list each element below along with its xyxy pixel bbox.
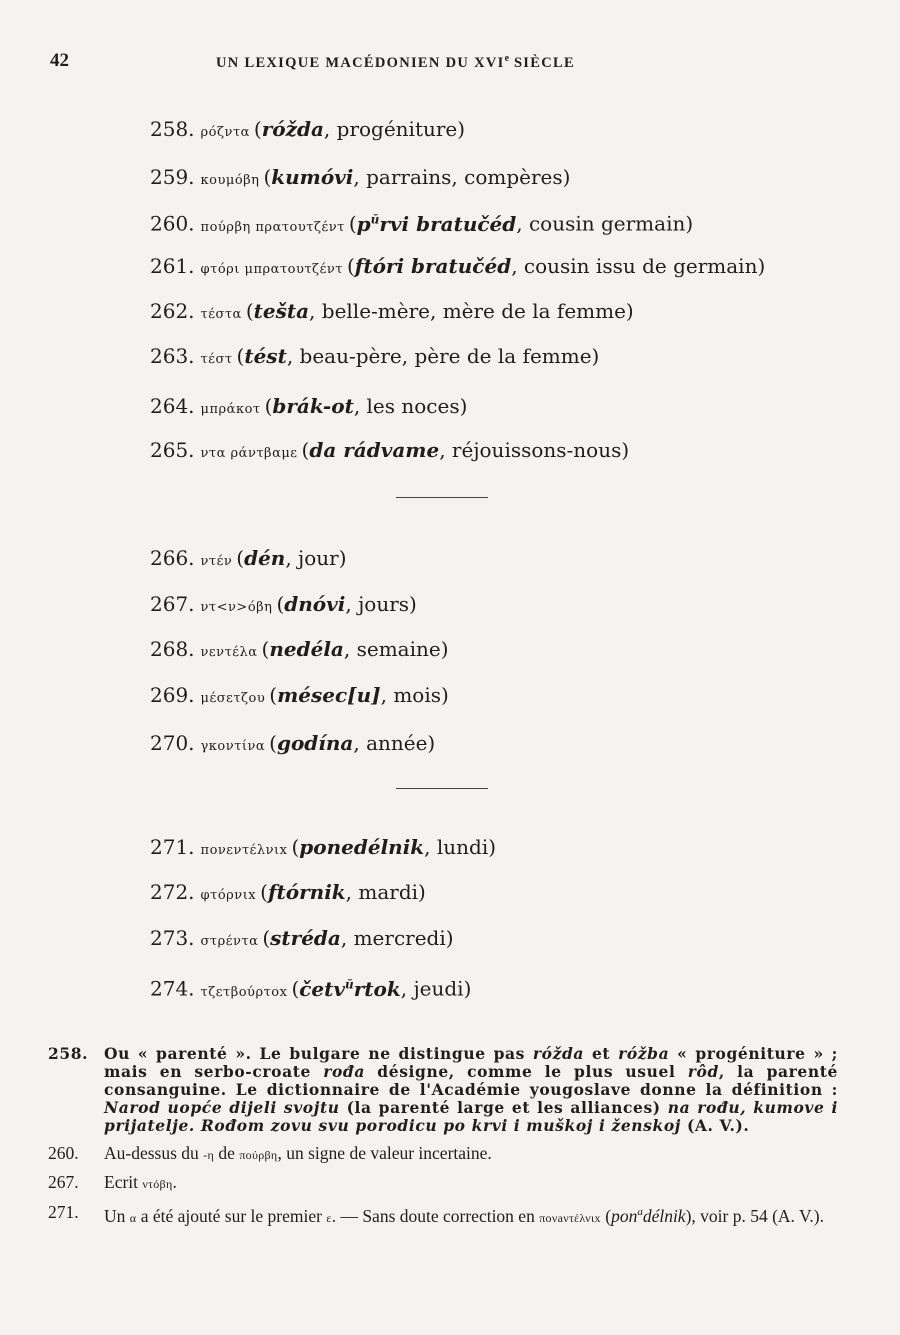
lexicon-entry <box>150 925 454 955</box>
entry-gloss: , jeudi) <box>400 976 472 1001</box>
entry-gloss: , belle-mère, mère de la femme) <box>309 299 634 323</box>
entry-transliteration <box>277 731 353 755</box>
entry-gloss: , mardi) <box>345 880 426 904</box>
entry-greek: νεντέλα <box>200 645 258 660</box>
entry-gloss: , les noces) <box>353 394 468 418</box>
running-title <box>216 53 575 72</box>
footnote-text: « progéniture » ; mais en serbo-croate <box>104 1044 838 1081</box>
footnote-greek: -η <box>203 1148 215 1162</box>
footnote-greek: ε <box>326 1210 332 1225</box>
entry-paren: ( <box>264 394 273 418</box>
entry-paren: ( <box>346 254 355 278</box>
entry-paren: ( <box>348 211 357 236</box>
entry-greek: ρόζντα <box>200 125 250 140</box>
running-title-sup: e <box>504 53 510 64</box>
footnote-text: , un signe de valeur incertaine. <box>277 1143 492 1163</box>
footnote-text: et <box>584 1044 619 1063</box>
footnote-271 <box>48 1203 838 1227</box>
footnote-text: (A. V.). <box>681 1116 750 1135</box>
entry-gloss: , lundi) <box>424 835 497 859</box>
footnote-text: Ou « parenté ». Le bulgare ne distingue pas <box>104 1044 533 1063</box>
entry-number: 269. <box>150 683 195 707</box>
entry-translit-text: ponedélnik <box>299 835 425 859</box>
entry-number: 266. <box>150 546 195 570</box>
entry-translit-text: godína <box>276 731 354 755</box>
entry-greek: μέσετζου <box>200 691 266 706</box>
entry-transliteration <box>244 344 286 368</box>
footnote-text: . — Sans doute correction en <box>331 1205 540 1226</box>
footnote-superscript: a <box>637 1205 643 1218</box>
entry-transliteration <box>277 683 381 707</box>
running-title-end: SIÈCLE <box>509 54 575 71</box>
entry-paren: ( <box>269 731 277 755</box>
lexicon-entry <box>150 298 634 328</box>
entry-paren: ( <box>261 637 270 661</box>
entry-translit-text: dén <box>244 546 286 570</box>
entry-paren: ( <box>269 683 278 707</box>
lexicon-entry <box>150 971 471 1006</box>
footnote-italic: Narod uopće dijeli svojtu <box>104 1098 340 1117</box>
entry-transliteration <box>269 637 344 661</box>
entry-translit-sup: ŭ <box>345 977 354 991</box>
lexicon-entry <box>150 206 693 241</box>
page-number: 42 <box>50 50 69 71</box>
entry-translit-rest: rtok <box>353 976 401 1001</box>
lexicon-entry <box>150 834 496 864</box>
footnote-italic: na rođu, kumove i prijatelje. Rođom zovu svu porodicu po krvi i muškoj i ženskoj <box>104 1098 838 1135</box>
entry-gloss: , mois) <box>380 683 449 707</box>
entry-translit-text: tést <box>244 344 287 368</box>
entry-paren: ( <box>301 438 310 462</box>
entry-greek: ντα ράντβαμε <box>200 446 298 461</box>
entry-translit-sup: ŭ <box>370 212 380 226</box>
entry-number: 267. <box>150 592 195 616</box>
entry-number: 263. <box>150 344 195 368</box>
entry-greek: ντέν <box>200 554 233 569</box>
entry-greek: πούρβη πρατουτζέντ <box>200 219 345 235</box>
entry-paren: ( <box>260 880 268 904</box>
lexicon-entry <box>150 393 467 423</box>
footnote-italic: pon <box>611 1205 638 1226</box>
entry-paren: ( <box>253 117 262 141</box>
entry-transliteration <box>357 212 517 236</box>
entry-gloss: , jours) <box>345 592 417 616</box>
entry-transliteration <box>244 546 285 570</box>
entry-translit-text: róžda <box>261 117 324 141</box>
running-title-main: UN LEXIQUE MACÉDONIEN DU XVI <box>216 54 505 71</box>
entry-translit-text: mésec[u] <box>277 683 381 707</box>
lexicon-entry <box>150 682 449 712</box>
footnote-text: Au-dessus du <box>104 1143 204 1163</box>
entry-number: 273. <box>150 926 195 950</box>
footnote-260 <box>48 1144 838 1164</box>
entry-paren: ( <box>263 165 272 189</box>
entry-transliteration <box>270 926 341 950</box>
entry-gloss: , mercredi) <box>340 926 454 950</box>
entry-greek: κουμόβη <box>200 173 260 188</box>
entry-gloss: , cousin germain) <box>516 211 694 236</box>
entry-translit-text: tešta <box>253 299 310 323</box>
footnote-italic: róžda <box>532 1044 585 1063</box>
entry-number: 262. <box>150 299 195 323</box>
entry-translit-text: dnóvi <box>284 592 346 616</box>
footnote-number: 258. <box>48 1044 89 1063</box>
entry-paren: ( <box>236 344 245 368</box>
section-divider <box>396 497 488 498</box>
entry-gloss: , année) <box>353 731 436 755</box>
lexicon-entry <box>150 730 435 760</box>
running-head <box>50 50 850 74</box>
entry-translit-text: kumóvi <box>271 165 354 189</box>
entry-gloss: , réjouissons-nous) <box>439 438 630 462</box>
footnote-text: , la parenté consanguine. Le dictionnaire de l'Académie yougoslave donne la définition : <box>104 1062 838 1099</box>
lexicon-entry <box>150 545 347 575</box>
entry-paren: ( <box>276 592 285 616</box>
footnote-text: ), voir p. 54 (A. V.). <box>685 1205 824 1226</box>
entry-translit-text: stréda <box>270 926 341 950</box>
entry-number: 272. <box>150 880 195 904</box>
lexicon-entry <box>150 437 629 467</box>
entry-number: 259. <box>150 165 195 189</box>
footnote-text: (la parenté large et les alliances) <box>339 1098 668 1117</box>
entry-number: 264. <box>150 394 195 418</box>
entry-translit-text: da rádvame <box>309 438 440 462</box>
footnote-267 <box>48 1173 838 1193</box>
entry-gloss: , progéniture) <box>323 117 466 141</box>
entry-translit-text: brák-ot <box>272 394 354 418</box>
entry-paren: ( <box>291 835 300 859</box>
entry-paren: ( <box>245 299 254 323</box>
entry-translit-text: četv <box>299 976 346 1001</box>
section-divider <box>396 788 488 789</box>
entry-translit-text: ftórnik <box>267 880 346 904</box>
footnote-greek: α <box>129 1210 137 1225</box>
entry-gloss: , jour) <box>285 546 347 570</box>
entry-greek: μπράκοτ <box>200 402 261 417</box>
entry-transliteration <box>355 254 511 278</box>
entry-paren: ( <box>262 926 271 950</box>
entry-gloss: , beau-père, père de la femme) <box>286 344 600 368</box>
entry-number: 271. <box>150 835 195 859</box>
entry-gloss: , semaine) <box>343 637 449 661</box>
footnote-text: ( <box>600 1205 612 1226</box>
entry-greek: τζετβούρτοx <box>200 984 288 1000</box>
entry-greek: φτόρνιx <box>200 888 257 903</box>
lexicon-entry <box>150 343 599 373</box>
footnote-italic: rođa <box>323 1062 366 1081</box>
lexicon-entry <box>150 253 765 283</box>
footnotes <box>48 1045 838 1236</box>
footnote-number: 271. <box>48 1201 79 1222</box>
footnote-greek: ντόβη <box>142 1177 173 1192</box>
footnote-greek: πονaντέλνιx <box>539 1210 601 1225</box>
footnote-text: a été ajouté sur le premier <box>136 1205 327 1226</box>
entry-number: 274. <box>150 976 195 1001</box>
entry-translit-text: nedéla <box>269 637 344 661</box>
entry-number: 261. <box>150 254 195 278</box>
footnote-number: 260. <box>48 1143 79 1163</box>
entry-number: 258. <box>150 117 195 141</box>
footnote-text: Ecrit <box>104 1172 143 1193</box>
entry-transliteration <box>284 592 345 616</box>
entry-gloss: , parrains, compères) <box>353 165 571 189</box>
footnote-greek: πούρβη <box>239 1148 278 1162</box>
lexicon-entry <box>150 164 570 194</box>
entry-paren: ( <box>291 976 300 1001</box>
entry-transliteration <box>262 117 324 141</box>
footnote-text: Un <box>104 1205 130 1226</box>
entry-greek: στρέντα <box>200 934 259 949</box>
footnote-258 <box>48 1045 838 1135</box>
entry-transliteration <box>272 394 353 418</box>
footnote-text: désigne, comme le plus usuel <box>365 1062 688 1081</box>
entry-number: 270. <box>150 731 195 755</box>
entry-transliteration <box>299 977 400 1001</box>
entry-transliteration <box>309 438 439 462</box>
footnote-text: de <box>214 1143 240 1163</box>
entry-transliteration <box>254 299 309 323</box>
entry-greek: πονεντέλνιx <box>200 843 288 858</box>
entry-transliteration <box>271 165 353 189</box>
footnote-italic: rôd <box>687 1062 719 1081</box>
entry-translit-text: p <box>356 211 371 236</box>
entry-gloss: , cousin issu de germain) <box>511 254 766 278</box>
footnote-number: 267. <box>48 1172 79 1193</box>
entry-paren: ( <box>236 546 245 570</box>
entry-greek: γκοντίνα <box>200 739 266 754</box>
entry-number: 268. <box>150 637 195 661</box>
footnote-italic: délnik <box>642 1205 686 1226</box>
entry-translit-text: ftóri bratučéd <box>354 254 512 278</box>
entry-greek: τέστ <box>200 352 233 367</box>
entry-transliteration <box>299 835 424 859</box>
lexicon-entry <box>150 879 426 909</box>
lexicon-entry <box>150 636 449 666</box>
lexicon-entry <box>150 116 465 146</box>
footnote-text: . <box>172 1172 177 1193</box>
entry-number: 260. <box>150 211 195 236</box>
footnote-italic: róžba <box>618 1044 670 1063</box>
entry-greek: φτόρι μπρατουτζέντ <box>200 262 343 277</box>
entry-translit-rest: rvi bratučéd <box>379 211 517 236</box>
entry-greek: τέστα <box>200 307 242 322</box>
entry-transliteration <box>268 880 346 904</box>
lexicon-entry <box>150 591 417 621</box>
entry-number: 265. <box>150 438 195 462</box>
entry-greek: ντ<ν>όβη <box>200 600 273 615</box>
